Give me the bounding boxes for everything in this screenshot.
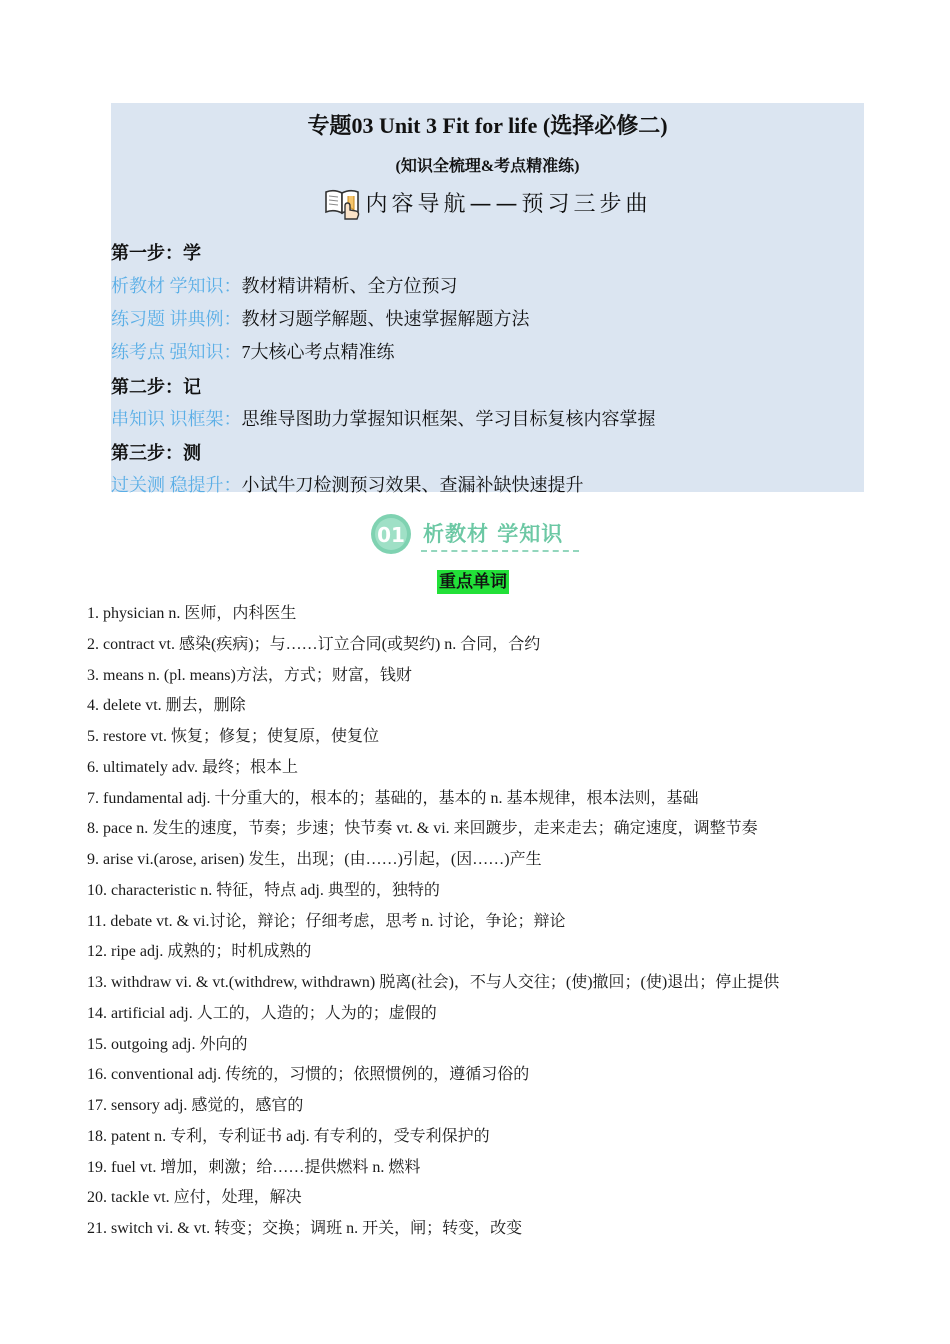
vocab-item: 19. fuel vt. 增加，刺激；给……提供燃料 n. 燃料 bbox=[87, 1158, 421, 1176]
vocab-item: 11. debate vt. & vi.讨论，辩论；仔细考虑，思考 n. 讨论，争论；辩论 bbox=[87, 912, 566, 930]
vocab-item: 8. pace n. 发生的速度，节奏；步速；快节奏 vt. & vi. 来回踱步，走来走去；确定速度，调整节奏 bbox=[87, 820, 758, 838]
document-title: 专题03 Unit 3 Fit for life (选择必修二) bbox=[307, 113, 668, 138]
vocab-item: 1. physician n. 医师，内科医生 bbox=[87, 605, 297, 622]
step-item-1 bbox=[111, 272, 458, 298]
step-item-3 bbox=[111, 338, 395, 364]
vocab-item: 6. ultimately adv. 最终；根本上 bbox=[87, 758, 298, 776]
nav-heading bbox=[111, 183, 864, 221]
step-item-5 bbox=[111, 471, 584, 497]
vocab-item: 21. switch vi. & vt. 转变；交换；调班 n. 开关，闸；转变，改变 bbox=[87, 1220, 523, 1237]
vocab-item: 18. patent n. 专利，专利证书 adj. 有专利的，受专利保护的 bbox=[87, 1127, 490, 1145]
step-item-label: 练考点 强知识： bbox=[111, 342, 242, 362]
book-hand-icon bbox=[323, 184, 363, 220]
step-item-2 bbox=[111, 305, 530, 331]
step-3-heading: 第三步：测 bbox=[111, 443, 201, 463]
section-number-icon bbox=[369, 512, 415, 556]
vocab-item: 20. tackle vt. 应付，处理，解决 bbox=[87, 1189, 302, 1207]
vocab-item: 15. outgoing adj. 外向的 bbox=[87, 1035, 248, 1053]
document-subtitle: (知识全梳理&考点精准练) bbox=[395, 158, 580, 175]
vocab-item: 12. ripe adj. 成熟的；时机成熟的 bbox=[87, 943, 312, 961]
vocab-item: 4. delete vt. 删去，删除 bbox=[87, 697, 246, 715]
step-item-desc: 教材精讲精析、全方位预习 bbox=[241, 276, 458, 296]
step-item-desc: 教材习题学解题、快速掌握解题方法 bbox=[241, 309, 530, 329]
step-item-label: 练习题 讲典例： bbox=[111, 309, 242, 329]
step-item-label: 串知识 识框架： bbox=[111, 409, 242, 429]
vocab-item: 10. characteristic n. 特征，特点 adj. 典型的，独特的 bbox=[87, 881, 440, 899]
vocab-item: 16. conventional adj. 传统的，习惯的；依照惯例的，遵循习俗的 bbox=[87, 1066, 530, 1084]
vocab-item: 3. means n. (pl. means)方法，方式；财富，钱财 bbox=[87, 666, 412, 684]
vocab-item: 13. withdraw vi. & vt.(withdrew, withdrawn) 脱离(社会)，不与人交往；(使)撤回；(使)退出；停止提供 bbox=[87, 974, 780, 991]
vocab-item: 14. artificial adj. 人工的，人造的；人为的；虚假的 bbox=[87, 1004, 437, 1022]
section-label: 析教材 学知识 bbox=[423, 522, 564, 546]
nav-heading-text: 内容导航——预习三步曲 bbox=[365, 191, 652, 217]
step-2-heading: 第二步：记 bbox=[111, 377, 201, 397]
vocab-item: 5. restore vt. 恢复；修复；使复原，使复位 bbox=[87, 728, 379, 745]
vocab-item: 9. arise vi.(arose, arisen) 发生，出现；(由……)引起，(因……)产生 bbox=[87, 851, 542, 868]
step-1-heading: 第一步：学 bbox=[111, 243, 201, 263]
step-item-desc: 思维导图助力掌握知识框架、学习目标复核内容掌握 bbox=[241, 409, 656, 429]
vocab-item: 17. sensory adj. 感觉的，感官的 bbox=[87, 1097, 304, 1114]
step-item-4 bbox=[111, 405, 656, 431]
section-number: 01 bbox=[377, 523, 405, 547]
step-item-desc: 小试牛刀检测预习效果、查漏补缺快速提升 bbox=[241, 475, 584, 495]
step-item-label: 过关测 稳提升： bbox=[111, 475, 242, 495]
header-box bbox=[111, 103, 864, 495]
vocab-item: 7. fundamental adj. 十分重大的，根本的；基础的，基本的 n. 基本规律，根本法则，基础 bbox=[87, 789, 699, 807]
section-underline bbox=[421, 550, 579, 552]
key-words-title: 重点单词 bbox=[437, 570, 509, 594]
step-item-label: 析教材 学知识： bbox=[111, 276, 242, 296]
step-item-desc: 7大核心考点精准练 bbox=[241, 342, 395, 362]
vocab-item: 2. contract vt. 感染(疾病)；与……订立合同(或契约) n. 合同，合约 bbox=[87, 635, 541, 653]
section-badge bbox=[369, 512, 581, 556]
vocab-list bbox=[87, 603, 779, 1249]
